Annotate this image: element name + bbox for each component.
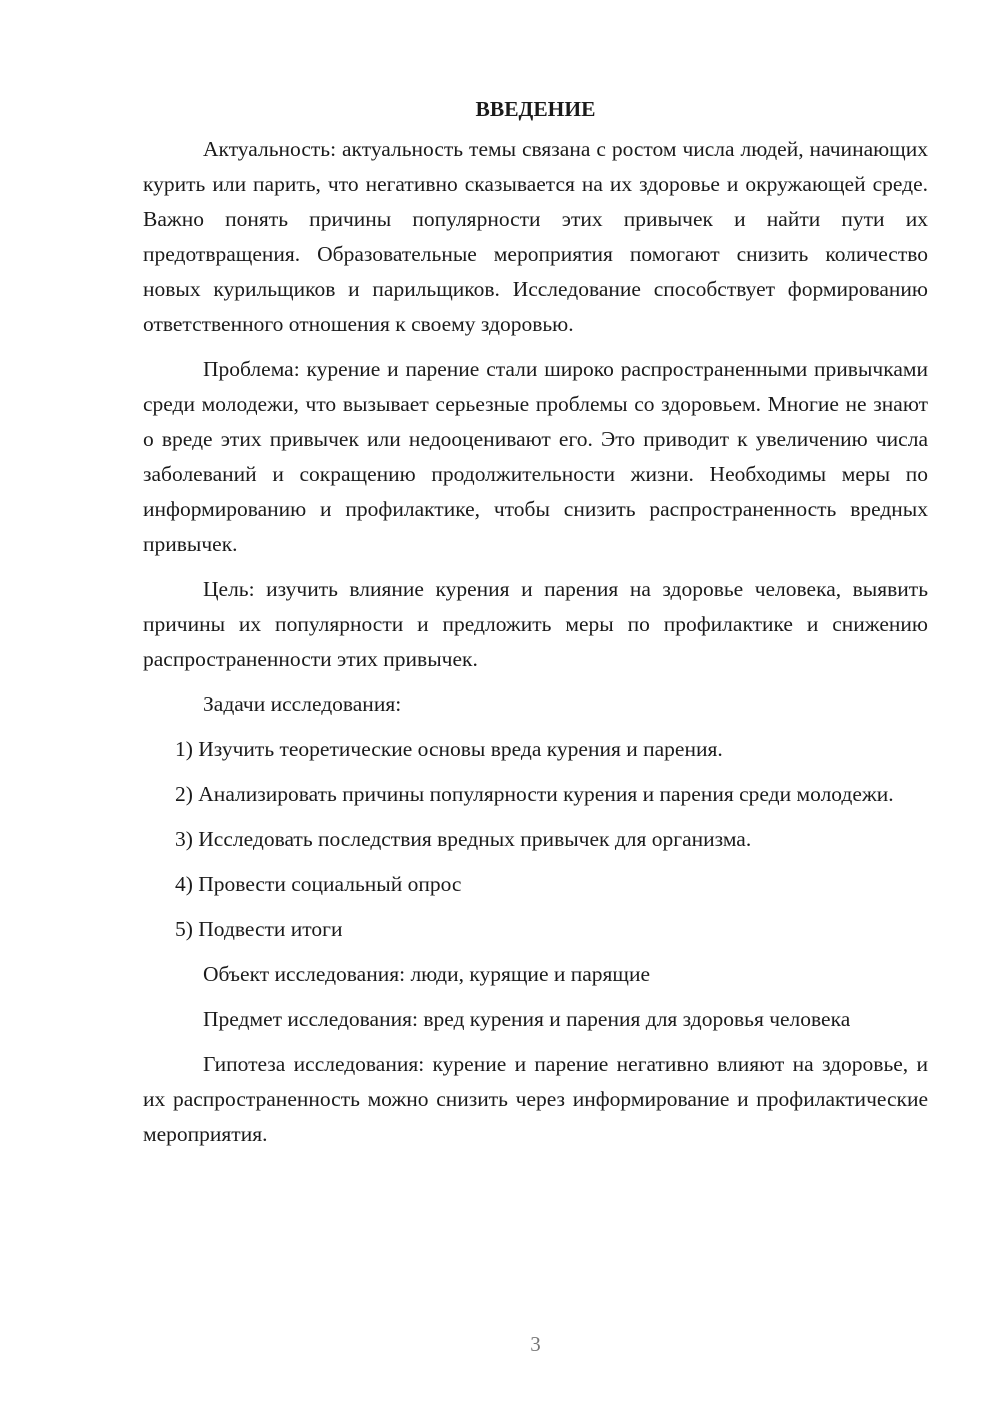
- task-item: 5) Подвести итоги: [175, 917, 343, 941]
- task-item: 3) Исследовать последствия вредных привычек для организма.: [175, 827, 752, 851]
- task-item: 4) Провести социальный опрос: [175, 872, 462, 896]
- problem-paragraph: Проблема: курение и парение стали широко распространенными привычками среди молодежи, что вызывает серьезные проблемы со здоровьем. Многие не знают о вреде этих привычек или недооценивают его. Это приводит к увеличению числа заболеваний и сокращению продолжительности жизни. Необходимы меры по информированию и профилактике, чтобы снизить распространенность вредных привычек.: [143, 357, 928, 556]
- page-title: ВВЕДЕНИЕ: [475, 97, 596, 121]
- tasks-heading: Задачи исследования:: [203, 692, 402, 716]
- document-page: [143, 92, 928, 1162]
- tasks-list: [143, 732, 928, 947]
- task-item: 2) Анализировать причины популярности курения и парения среди молодежи.: [175, 782, 894, 806]
- object-paragraph: Объект исследования: люди, курящие и парящие: [203, 962, 651, 986]
- task-item: 1) Изучить теоретические основы вреда курения и парения.: [175, 737, 723, 761]
- hypothesis-paragraph: Гипотеза исследования: курение и парение негативно влияют на здоровье, и их распространенность можно снизить через информирование и профилактические мероприятия.: [143, 1052, 928, 1146]
- subject-paragraph: Предмет исследования: вред курения и парения для здоровья человека: [203, 1007, 851, 1031]
- page-number: 3: [530, 1332, 541, 1356]
- goal-paragraph: Цель: изучить влияние курения и парения на здоровье человека, выявить причины их популярности и предложить меры по профилактике и снижению распространенности этих привычек.: [143, 577, 928, 671]
- relevance-paragraph: Актуальность: актуальность темы связана с ростом числа людей, начинающих курить или парить, что негативно сказывается на их здоровье и окружающей среде. Важно понять причины популярности этих привычек и найти пути их предотвращения. Образовательные мероприятия помогают снизить количество новых курильщиков и парильщиков. Исследование способствует формированию ответственного отношения к своему здоровью.: [143, 137, 928, 336]
